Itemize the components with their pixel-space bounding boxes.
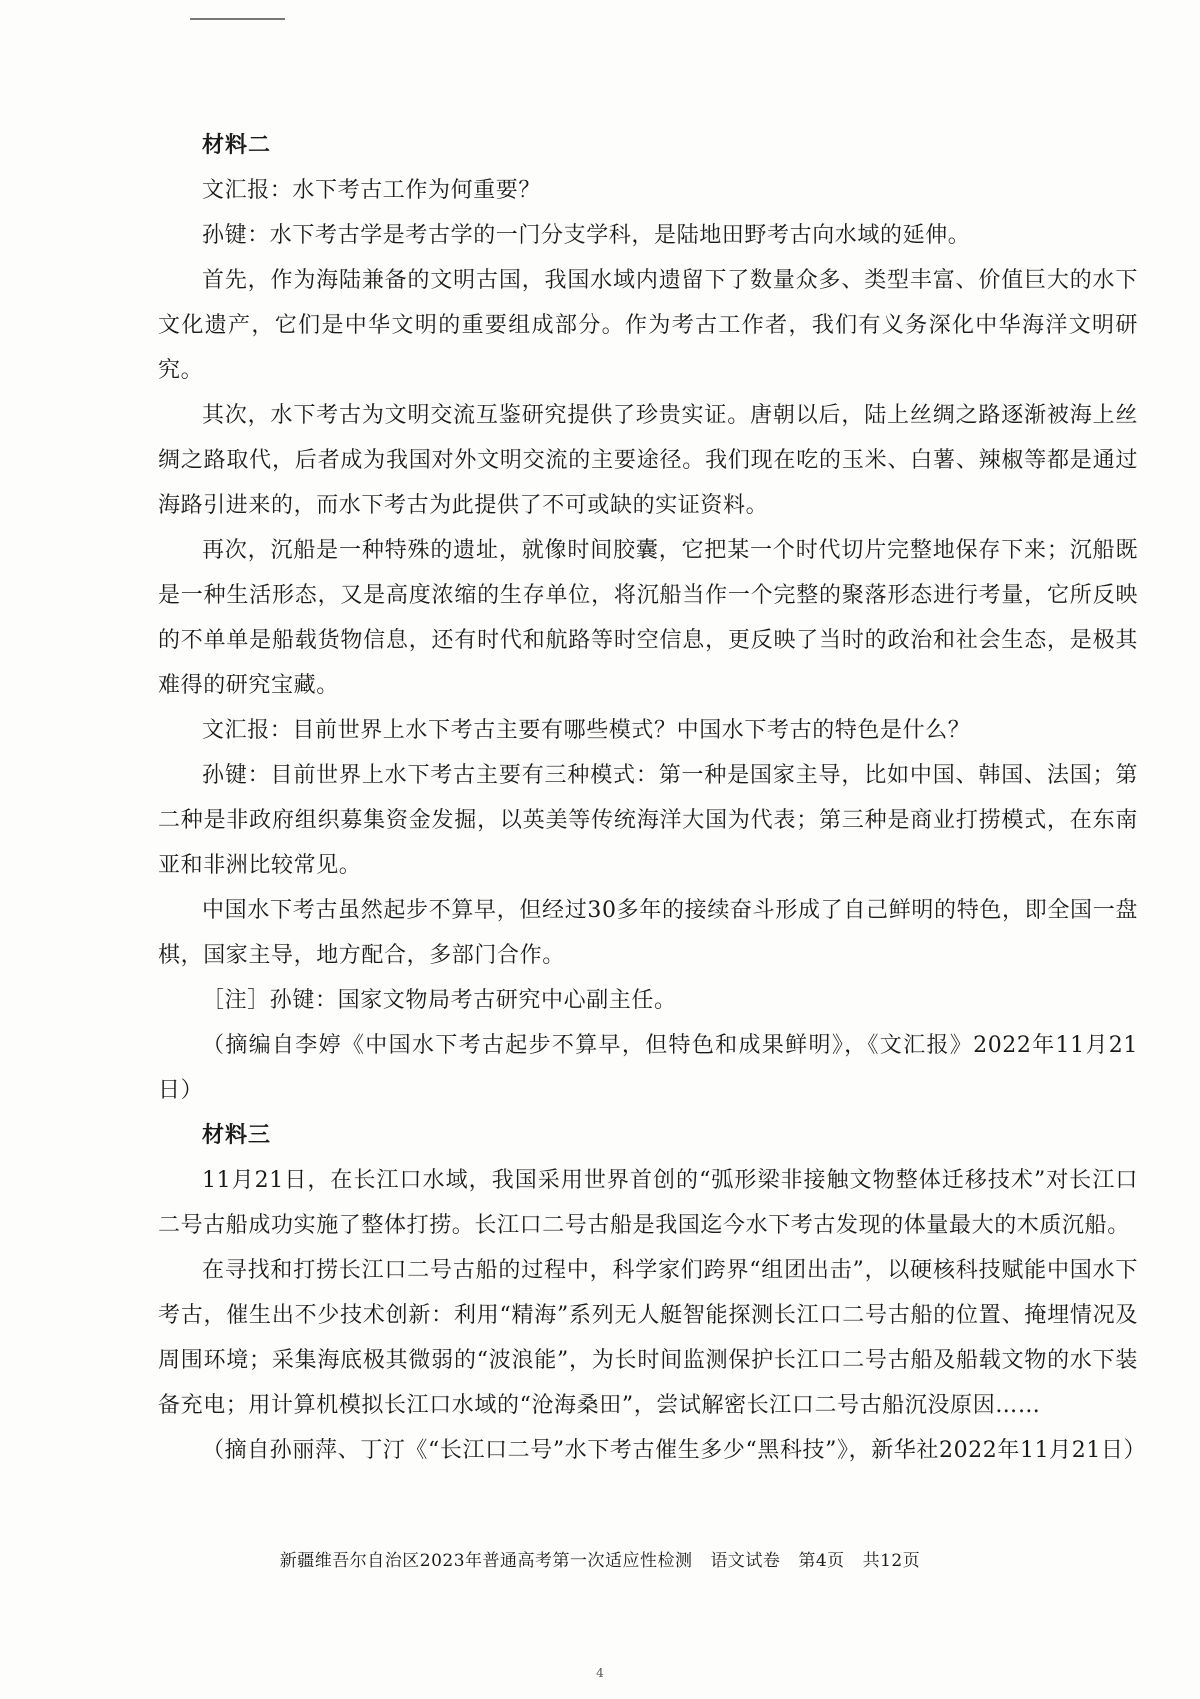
source-citation: （摘自孙丽萍、丁汀《“长江口二号”水下考古催生多少“黑科技”》，新华社2022年11月21日） [202, 1438, 1147, 1463]
page-footer [0, 1546, 1200, 1571]
paragraph: 再次，沉船是一种特殊的遗址，就像时间胶囊，它把某一个时代切片完整地保存下来；沉船既是一种生活形态，又是高度浓缩的生存单位，将沉船当作一个完整的聚落形态进行考量，它所反映的不单单是船载货物信息，还有时代和航路等时空信息，更反映了当时的政治和社会生态，是极其难得的研究宝藏。 [158, 538, 1138, 698]
top-rule-line [190, 18, 285, 20]
section-heading: 材料二 [202, 132, 272, 158]
paragraph: 在寻找和打捞长江口二号古船的过程中，科学家们跨界“组团出击”，以硬核科技赋能中国水下考古，催生出不少技术创新：利用“精海”系列无人艇智能探测长江口二号古船的位置、掩埋情况及周围环境；采集海底极其微弱的“波浪能”，为长时间监测保护长江口二号古船及船载文物的水下装备充电；用计算机模拟长江口水域的“沧海桑田”，尝试解密长江口二号古船沉没原因…… [158, 1258, 1138, 1418]
page-number: 4 [596, 1666, 604, 1680]
paragraph: 其次，水下考古为文明交流互鉴研究提供了珍贵实证。唐朝以后，陆上丝绸之路逐渐被海上丝绸之路取代，后者成为我国对外文明交流的主要途径。我们现在吃的玉米、白薯、辣椒等都是通过海路引进来的，而水下考古为此提供了不可或缺的实证资料。 [158, 403, 1138, 518]
paragraph: 孙键：水下考古学是考古学的一门分支学科，是陆地田野考古向水域的延伸。 [202, 223, 971, 248]
page-info: 第4页 [798, 1551, 845, 1571]
paragraph: 首先，作为海陆兼备的文明古国，我国水域内遗留下了数量众多、类型丰富、价值巨大的水下文化遗产，它们是中华文明的重要组成部分。作为考古工作者，我们有义务深化中华海洋文明研究。 [158, 268, 1138, 383]
paragraph: 文汇报：目前世界上水下考古主要有哪些模式？中国水下考古的特色是什么？ [202, 718, 971, 743]
document-body [158, 123, 1147, 1473]
note: ［注］孙键：国家文物局考古研究中心副主任。 [202, 988, 677, 1013]
total-pages: 共12页 [862, 1551, 921, 1571]
exam-title: 新疆维吾尔自治区2023年普通高考第一次适应性检测 [279, 1551, 693, 1571]
paragraph: 中国水下考古虽然起步不算早，但经过30多年的接续奋斗形成了自己鲜明的特色，即全国一盘棋，国家主导，地方配合，多部门合作。 [158, 898, 1138, 968]
paragraph: 11月21日，在长江口水域，我国采用世界首创的“弧形梁非接触文物整体迁移技术”对长江口二号古船成功实施了整体打捞。长江口二号古船是我国迄今水下考古发现的体量最大的木质沉船。 [158, 1168, 1138, 1238]
subject-label: 语文试卷 [710, 1551, 781, 1571]
paragraph: 孙键：目前世界上水下考古主要有三种模式：第一种是国家主导，比如中国、韩国、法国；第二种是非政府组织募集资金发掘，以英美等传统海洋大国为代表；第三种是商业打捞模式，在东南亚和非洲比较常见。 [158, 763, 1138, 878]
source-citation: （摘编自李婷《中国水下考古起步不算早，但特色和成果鲜明》，《文汇报》2022年11月21日） [158, 1033, 1138, 1103]
section-heading: 材料三 [202, 1122, 272, 1148]
paragraph: 文汇报：水下考古工作为何重要？ [202, 178, 542, 203]
